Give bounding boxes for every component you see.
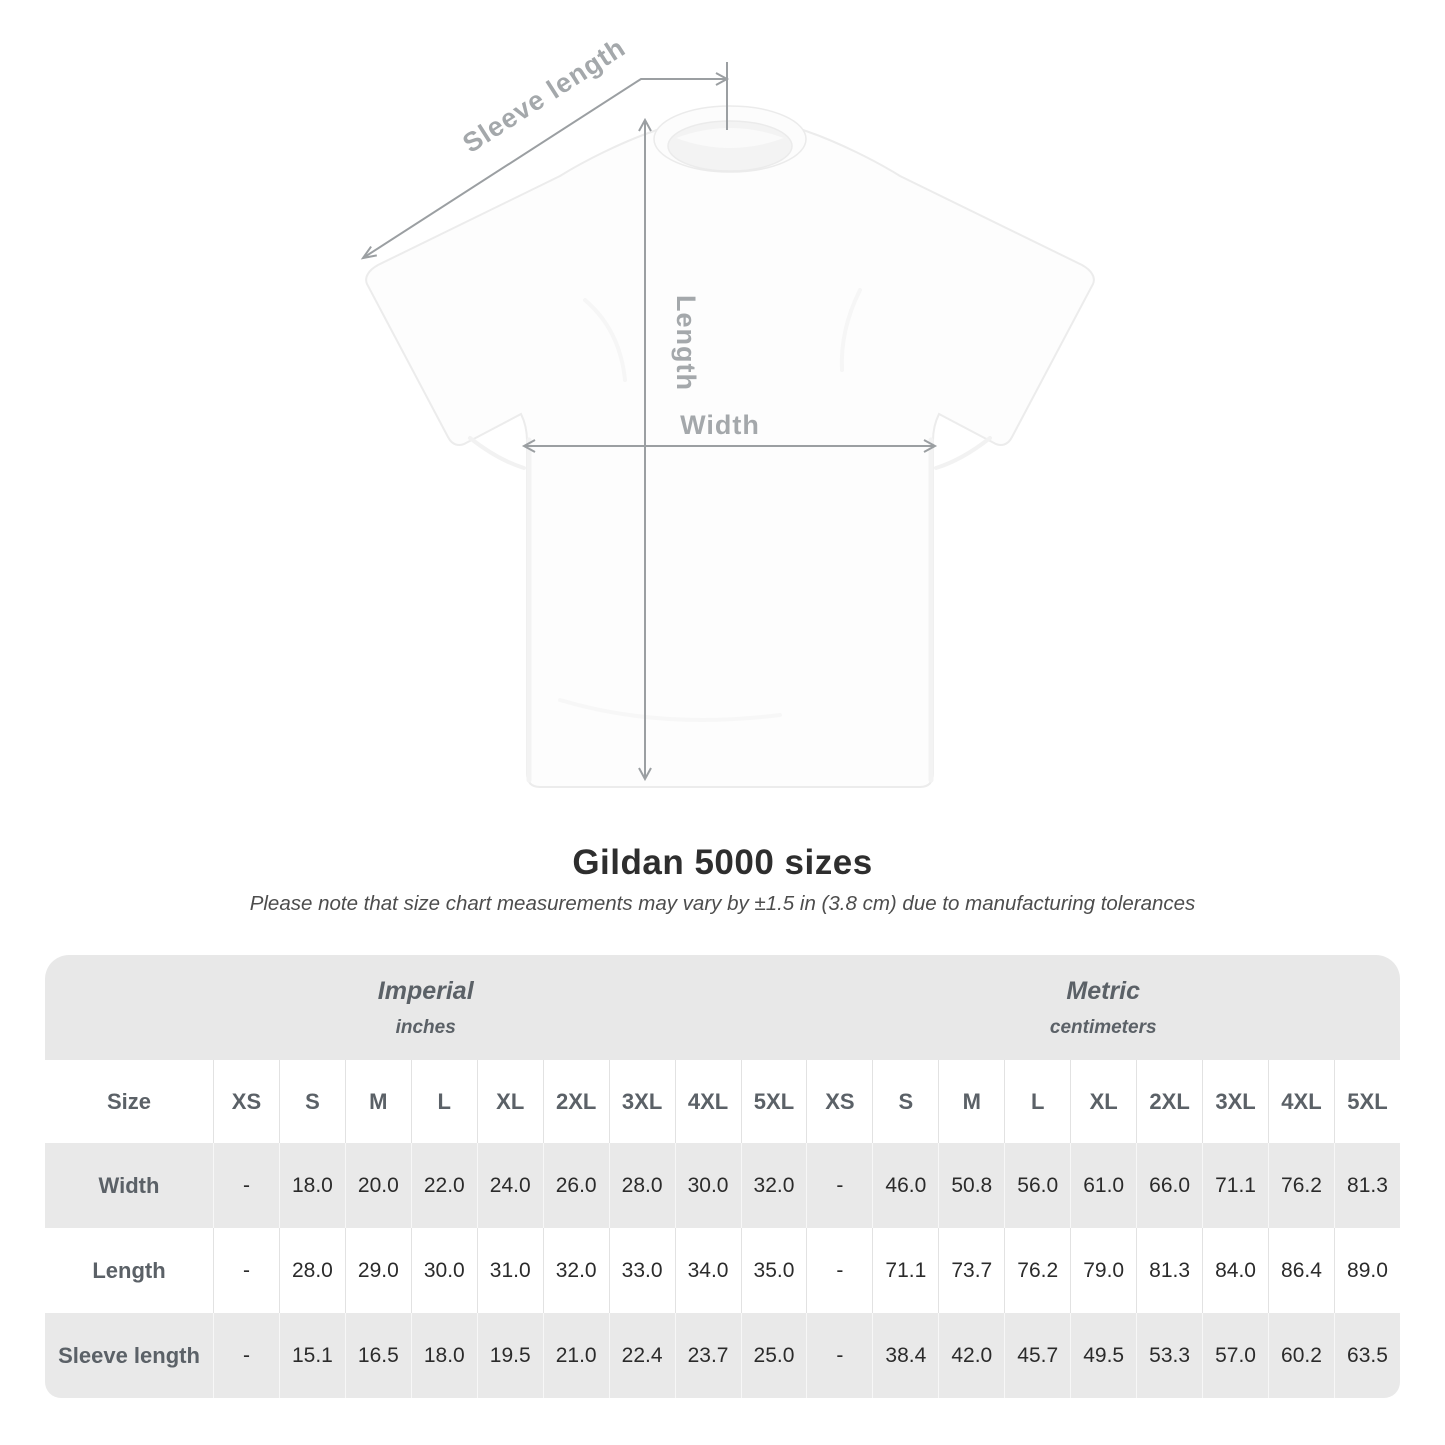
- measurement-cell: 53.3: [1136, 1313, 1202, 1398]
- size-col-header: S: [279, 1060, 345, 1143]
- measurement-cell: 34.0: [675, 1228, 741, 1313]
- row-label: Length: [45, 1228, 213, 1313]
- size-col-header: S: [872, 1060, 938, 1143]
- measurement-cell: 25.0: [741, 1313, 807, 1398]
- imperial-header: [45, 955, 806, 1060]
- size-col-header: 2XL: [543, 1060, 609, 1143]
- measurement-cell: 18.0: [411, 1313, 477, 1398]
- measurement-cell: 18.0: [279, 1143, 345, 1228]
- size-col-header: 4XL: [1268, 1060, 1334, 1143]
- measurement-cell: -: [213, 1228, 279, 1313]
- measurement-cell: 81.3: [1334, 1143, 1400, 1228]
- measurement-cell: 61.0: [1070, 1143, 1136, 1228]
- measurement-cell: 76.2: [1004, 1228, 1070, 1313]
- row-label: Sleeve length: [45, 1313, 213, 1398]
- row-label: Width: [45, 1143, 213, 1228]
- metric-unit: centimeters: [1049, 1016, 1157, 1038]
- measurement-cell: 45.7: [1004, 1313, 1070, 1398]
- measurement-cell: 71.1: [1202, 1143, 1268, 1228]
- measurement-cell: 46.0: [872, 1143, 938, 1228]
- size-header-cell: Size: [45, 1060, 213, 1143]
- measurement-cell: 30.0: [675, 1143, 741, 1228]
- measurement-cell: 15.1: [279, 1313, 345, 1398]
- tolerance-disclaimer: Please note that size chart measurements may vary by ±1.5 in (3.8 cm) due to manufacturing tolerances: [249, 892, 1196, 915]
- table-row: [45, 1313, 1400, 1398]
- page-title: Gildan 5000 sizes: [572, 843, 873, 882]
- table-row: [45, 1228, 1400, 1313]
- measurement-cell: 42.0: [938, 1313, 1004, 1398]
- measurement-cell: 33.0: [609, 1228, 675, 1313]
- measurement-cell: -: [806, 1143, 872, 1228]
- measurement-cell: 30.0: [411, 1228, 477, 1313]
- measurement-cell: -: [213, 1313, 279, 1398]
- unit-header-row: [45, 955, 1400, 1060]
- size-col-header: 4XL: [675, 1060, 741, 1143]
- measurement-cell: 32.0: [543, 1228, 609, 1313]
- measurement-cell: 79.0: [1070, 1228, 1136, 1313]
- size-header-row: [45, 1060, 1400, 1143]
- measurement-cell: -: [806, 1228, 872, 1313]
- measurement-cell: 24.0: [477, 1143, 543, 1228]
- length-label: Length: [671, 295, 701, 391]
- size-col-header: M: [345, 1060, 411, 1143]
- size-col-header: XS: [213, 1060, 279, 1143]
- measurement-cell: 89.0: [1334, 1228, 1400, 1313]
- measurement-cell: 57.0: [1202, 1313, 1268, 1398]
- measurement-cell: 63.5: [1334, 1313, 1400, 1398]
- measurement-cell: 73.7: [938, 1228, 1004, 1313]
- measurement-cell: 26.0: [543, 1143, 609, 1228]
- measurement-cell: 38.4: [872, 1313, 938, 1398]
- size-col-header: 5XL: [741, 1060, 807, 1143]
- imperial-unit: inches: [395, 1016, 456, 1038]
- measurement-cell: 50.8: [938, 1143, 1004, 1228]
- measurement-cell: 49.5: [1070, 1313, 1136, 1398]
- measurement-cell: 32.0: [741, 1143, 807, 1228]
- measurement-cell: 28.0: [609, 1143, 675, 1228]
- measurement-cell: 81.3: [1136, 1228, 1202, 1313]
- measurement-cell: 22.0: [411, 1143, 477, 1228]
- width-label: Width: [680, 410, 760, 440]
- size-table: [45, 955, 1400, 1398]
- size-col-header: L: [411, 1060, 477, 1143]
- measurement-cell: 71.1: [872, 1228, 938, 1313]
- size-col-header: XL: [1070, 1060, 1136, 1143]
- measurement-cell: 35.0: [741, 1228, 807, 1313]
- table-row: [45, 1143, 1400, 1228]
- measurement-cell: 31.0: [477, 1228, 543, 1313]
- metric-label: Metric: [1066, 976, 1141, 1005]
- measurement-cell: 76.2: [1268, 1143, 1334, 1228]
- size-col-header: XS: [806, 1060, 872, 1143]
- collar-graphic: [654, 106, 806, 172]
- measurement-cell: 19.5: [477, 1313, 543, 1398]
- size-col-header: 5XL: [1334, 1060, 1400, 1143]
- measurement-cell: 56.0: [1004, 1143, 1070, 1228]
- size-col-header: M: [938, 1060, 1004, 1143]
- measurement-cell: 86.4: [1268, 1228, 1334, 1313]
- measurement-cell: -: [213, 1143, 279, 1228]
- size-col-header: 2XL: [1136, 1060, 1202, 1143]
- size-col-header: L: [1004, 1060, 1070, 1143]
- measurement-cell: 28.0: [279, 1228, 345, 1313]
- sleeve-length-label: Sleeve length: [457, 32, 631, 159]
- measurement-cell: 60.2: [1268, 1313, 1334, 1398]
- measurement-cell: 23.7: [675, 1313, 741, 1398]
- measurement-cell: 84.0: [1202, 1228, 1268, 1313]
- measurement-cell: 66.0: [1136, 1143, 1202, 1228]
- imperial-label: Imperial: [377, 976, 474, 1005]
- size-col-header: 3XL: [1202, 1060, 1268, 1143]
- measurement-cell: 29.0: [345, 1228, 411, 1313]
- size-col-header: 3XL: [609, 1060, 675, 1143]
- tshirt-graphic: [366, 116, 1094, 787]
- measurement-cell: 20.0: [345, 1143, 411, 1228]
- measurement-cell: 16.5: [345, 1313, 411, 1398]
- measurement-cell: 21.0: [543, 1313, 609, 1398]
- measurement-cell: -: [806, 1313, 872, 1398]
- measurement-cell: 22.4: [609, 1313, 675, 1398]
- size-col-header: XL: [477, 1060, 543, 1143]
- metric-header: [806, 955, 1400, 1060]
